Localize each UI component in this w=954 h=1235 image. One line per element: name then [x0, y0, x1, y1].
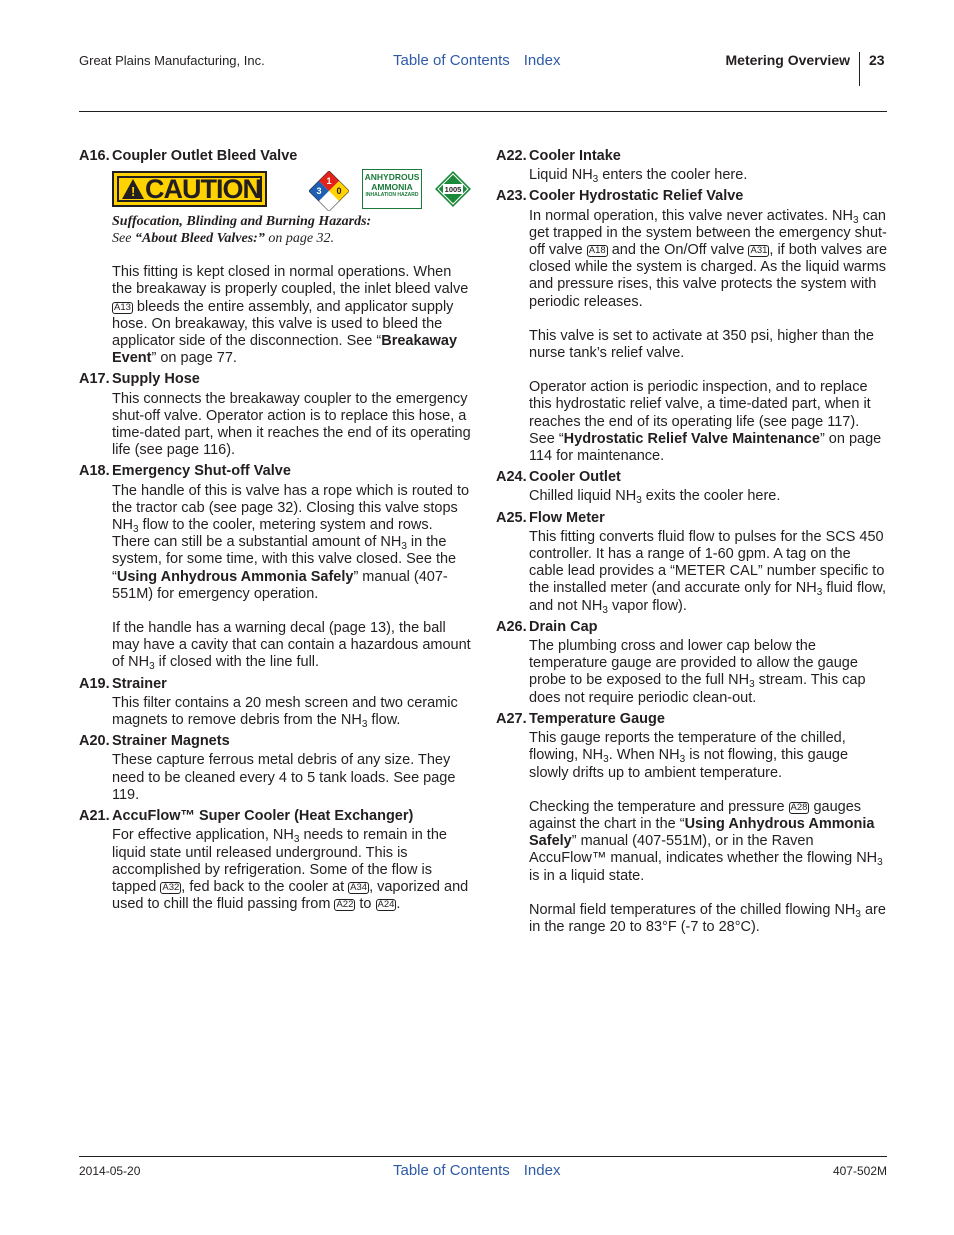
callout-tag: A22 — [336, 899, 354, 911]
item-title-text: Supply Hose — [112, 371, 200, 388]
placard-line-2: AMMONIA — [371, 182, 413, 193]
item-title — [79, 808, 471, 825]
item-a25 — [496, 510, 888, 615]
item-title-text: Emergency Shut-off Valve — [112, 463, 291, 480]
hazard-reference[interactable]: “About Bleed Valves:” — [134, 231, 265, 247]
item-a20 — [79, 733, 471, 804]
item-number: A27. — [496, 710, 527, 727]
cross-reference[interactable]: Using Anhydrous Ammonia Safely — [116, 568, 354, 585]
callout-tag: A13 — [114, 301, 131, 313]
footer-doc-number: 407-502M — [832, 1164, 887, 1178]
item-title-text: Strainer — [112, 675, 167, 692]
item-title — [79, 463, 471, 480]
callout-tag: A34 — [350, 881, 368, 893]
item-number: A24. — [496, 469, 527, 486]
item-body: This connects the breakaway coupler to the emergency shut-off valve. Operator action is to replace this hose, a time-dated part, when it reaches the end of its operating life (see page 116). — [112, 390, 471, 459]
item-title-text: Coupler Outlet Bleed Valve — [112, 148, 298, 164]
item-number: A16. — [79, 148, 110, 164]
callout-tag: A31 — [750, 245, 768, 257]
hazard-title: Suffocation, Blinding and Burning Hazards: — [112, 214, 372, 230]
caution-sign — [112, 171, 267, 207]
callout-tag: A18 — [588, 245, 606, 257]
item-body: This fitting converts fluid flow to pulses for the SCS 450 controller. It has a range of 1-60 gpm. A tag on the cable lead provides a “METER CAL” number specific to the installed meter (and accurate only for $NH_3$ fluid flow, and not $NH_3$ vapor flow). — [529, 528, 886, 616]
item-title-text: Strainer Magnets — [112, 733, 230, 750]
callout-tag: A28 — [790, 801, 808, 813]
header-toc-link[interactable]: Table of Contents — [393, 52, 510, 69]
item-title-text: Drain Cap — [529, 618, 598, 635]
item-number: A25. — [496, 509, 527, 526]
item-body: Chilled liquid $NH_3$ exits the cooler here. — [529, 488, 781, 507]
item-title — [496, 619, 888, 636]
item-title — [79, 371, 471, 388]
cross-reference[interactable]: Hydrostatic Relief Valve Maintenance — [563, 430, 820, 447]
item-a27 — [496, 711, 888, 936]
item-a22 — [496, 148, 888, 184]
un-placard-icon — [435, 171, 471, 207]
warning-triangle-icon: ! — [122, 179, 144, 199]
header-divider — [859, 52, 860, 86]
item-number: A17. — [79, 371, 110, 388]
item-title — [496, 510, 888, 527]
item-a26 — [496, 619, 888, 707]
callout-tag: A32 — [162, 881, 180, 893]
item-title — [496, 469, 888, 486]
item-body: The handle of this is valve has a rope which is routed to the tractor cab (see page 32). Closing this valve stops $NH_3$ flow to the cooler, metering system and rows. There can still be a substantial amount of $NH_3$ in the system, for some time, with this valve closed. See the “Using Anhydrous Ammonia Safely” manual (407-551M) for emergency operation. If the handle has a warning decal (page 13), the ball may have a cavity that can contain a hazardous amount of $NH_3$ if closed with the line full. — [112, 482, 471, 673]
hazard-page: on page 32. — [268, 231, 335, 247]
item-a21 — [79, 808, 471, 913]
footer-date: 2014-05-20 — [79, 1164, 141, 1178]
item-title — [496, 188, 888, 205]
caution-label: CAUTION — [145, 174, 261, 205]
item-a18 — [79, 463, 471, 671]
page-number: 23 — [869, 52, 885, 68]
item-number: A21. — [79, 808, 110, 825]
item-title-text: Temperature Gauge — [529, 710, 665, 727]
item-body: These capture ferrous metal debris of any size. They need to be cleaned every 4 to 5 tank loads. See page 119. — [112, 752, 456, 803]
cross-reference[interactable]: Using Anhydrous Ammonia Safely — [529, 815, 875, 850]
item-title-text: Flow Meter — [529, 509, 605, 526]
item-number: A26. — [496, 618, 527, 635]
header-rule — [79, 111, 887, 112]
item-title-text: Cooler Hydrostatic Relief Valve — [529, 188, 744, 205]
company-name: Great Plains Manufacturing, Inc. — [79, 53, 265, 68]
item-title — [496, 711, 888, 728]
header-nav — [393, 52, 574, 69]
callout-tag: A24 — [377, 899, 395, 911]
nfpa-reactivity: 0 — [336, 186, 342, 197]
item-body: For effective application, $NH_3$ needs to remain in the liquid state until released underground. This is accomplished by refrigeration. Some of the flow is tapped A32 , fed back to the cooler at A34 , vaporized and used to chill the fluid passing from A22 to A24 . — [112, 827, 469, 913]
nfpa-flammability: 1 — [326, 176, 332, 187]
item-a17 — [79, 371, 471, 459]
warning-graphics — [112, 169, 471, 215]
nfpa-diamond-icon — [309, 171, 349, 211]
header-index-link[interactable]: Index — [523, 52, 561, 69]
item-body: In normal operation, this valve never activates. $NH_3$ can get trapped in the system between the emergency shut-off valve A18 and the On/Off valve A31 , if both valves are closed while the system is charged. As the liquid warms and pressure rises, this valve protects the system with periodic releases. This valve is set to activate at 350 psi, higher than the nurse tank’s relief valve. Operator action is periodic inspection, and to replace this hydrostatic relief valve, a time-dated part, when it reaches the end of its operating life (see page 117). See “Hydrostatic Relief Valve Maintenance” on page 114 for maintenance. — [529, 207, 888, 465]
item-number: A18. — [79, 463, 110, 480]
footer-index-link[interactable]: Index — [523, 1162, 561, 1179]
item-title — [79, 148, 471, 165]
item-body: Liquid $NH_3$ enters the cooler here. — [529, 167, 748, 186]
item-title — [79, 733, 471, 750]
left-column — [79, 148, 471, 917]
hazard-see: See — [112, 231, 132, 247]
item-title — [496, 148, 888, 165]
item-title-text: Cooler Outlet — [529, 469, 621, 486]
item-a16 — [79, 148, 471, 367]
item-body: This fitting is kept closed in normal operations. When the breakaway is properly coupled, the inlet bleed valve A13 bleeds the entire assembly, and applicator supply hose. On breakaway, this valve is used to bleed the applicator side of the disconnection. See “Breakaway Event” on page 77. — [112, 264, 469, 367]
item-number: A19. — [79, 675, 110, 692]
item-number: A22. — [496, 148, 527, 164]
footer-toc-link[interactable]: Table of Contents — [393, 1162, 510, 1179]
item-body: This gauge reports the temperature of the chilled, flowing, $NH_3$. When $NH_3$ is not flowing, this gauge slowly drifts up to ambient temperature. Checking the temperature and pressure A28 gauges against the chart in the “Using Anhydrous Ammonia Safely” manual (407-551M), or in the Raven AccuFlow™ manual, indicates whether the flowing $NH_3$ is in a liquid state. Normal field temperatures of the chilled flowing $NH_3$ are in the range 20 to 83°F (-7 to 28°C). — [529, 730, 886, 935]
hazard-statement — [112, 213, 471, 247]
item-a23 — [496, 188, 888, 465]
item-number: A20. — [79, 733, 110, 750]
footer-rule — [79, 1156, 887, 1157]
footer-nav — [393, 1162, 574, 1179]
nfpa-health: 3 — [316, 186, 322, 197]
item-title-text: AccuFlow™ Super Cooler (Heat Exchanger) — [112, 808, 414, 825]
section-title: Metering Overview — [725, 52, 850, 68]
item-a24 — [496, 469, 888, 505]
item-title-text: Cooler Intake — [529, 148, 621, 164]
un-number: 1005 — [444, 185, 462, 195]
item-body: This filter contains a 20 mesh screen and two ceramic magnets to remove debris from the $NH_3$ flow. — [112, 694, 458, 731]
item-title — [79, 676, 471, 693]
item-body: The plumbing cross and lower cap below the temperature gauge are provided to allow the gauge probe to be exposed to the full $NH_3$ stream. This cap does not require periodic clean-out. — [529, 638, 866, 706]
item-number: A23. — [496, 188, 527, 205]
cross-reference[interactable]: Breakaway Event — [112, 333, 458, 367]
item-a19 — [79, 676, 471, 730]
right-column — [496, 148, 888, 940]
placard-line-1: ANHYDROUS — [364, 172, 420, 183]
placard-line-3: INHALATION HAZARD — [365, 192, 419, 199]
anhydrous-ammonia-placard — [362, 169, 422, 209]
